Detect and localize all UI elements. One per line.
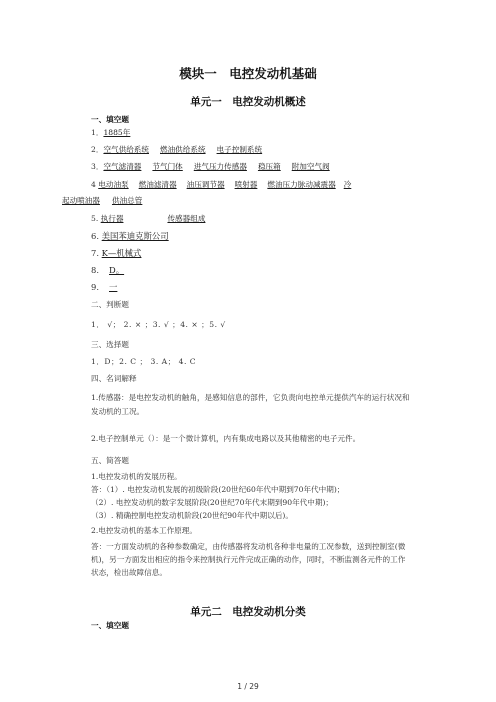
answer: 供油总管 bbox=[111, 196, 143, 205]
choice-heading: 三、选择题 bbox=[91, 340, 129, 349]
q-number: 1． bbox=[91, 128, 104, 137]
fill-q8 bbox=[91, 265, 134, 275]
answer: 燃油滤清器 bbox=[138, 180, 177, 189]
qa2-question: 2.电控发动机的基本工作原理。 bbox=[91, 526, 197, 535]
q-number: 5. bbox=[91, 214, 99, 223]
qa1-answer-line1: 答：（1）. 电控发动机发展的初级阶段(20世纪60年代中期到70年代中期)； bbox=[91, 485, 345, 494]
fill-q9 bbox=[91, 282, 117, 292]
answer: 一 bbox=[109, 282, 118, 292]
answer: 冷 bbox=[343, 180, 352, 189]
answer: 传感器组成 bbox=[167, 214, 206, 223]
unit1-title: 单元一 电控发动机概述 bbox=[190, 96, 306, 108]
q-number: 3． bbox=[91, 162, 104, 171]
fill-q4-cont bbox=[62, 196, 142, 206]
answer: 燃油压力脉动减震器 bbox=[267, 180, 336, 189]
answer: 1885年 bbox=[103, 128, 131, 137]
fill-q5 bbox=[91, 214, 205, 224]
answer: 电子控制系统 bbox=[216, 145, 263, 154]
answer: 空气滤清器 bbox=[103, 162, 142, 171]
answer: 附加空气阀 bbox=[291, 162, 330, 171]
fill-q1 bbox=[91, 128, 130, 138]
answer: 空气供给系统 bbox=[103, 145, 149, 154]
term-ecu: 2.电子控制单元（）：是一个微计算机，内有集成电路以及其他精密的电子元件。 bbox=[91, 434, 361, 443]
answer: 进气压力传感器 bbox=[193, 162, 247, 171]
fill-q2 bbox=[91, 145, 262, 155]
unit2-title: 单元二 电控发动机分类 bbox=[190, 606, 306, 618]
answer: 执行器 bbox=[100, 214, 124, 223]
choice-answers: 1．D；2. C ； 3. A； 4. C bbox=[91, 357, 197, 366]
answer: 喷射器 bbox=[234, 180, 258, 189]
answer: K—机械式 bbox=[101, 248, 142, 258]
unit2-fill-heading: 一、填空题 bbox=[91, 621, 129, 630]
qa1-question: 1.电控发动机的发展历程。 bbox=[91, 472, 182, 481]
judge-answers: 1． √； 2. × ；3. √ ；4. × ；5. √ bbox=[91, 320, 226, 329]
qa1-answer-line3: （3）. 精确控制电控发动机阶段(20世纪90年代中期以后)。 bbox=[91, 511, 293, 520]
q-number: 7. bbox=[91, 248, 99, 258]
qa2-answer: 答：一方面发动机的各种参数确定，由传感器将发动机各种非电量的工况参数，送到控制室(微机)，另一方面发出相应的指令来控制执行元件完成正确的动作，同时，不断监测各元件的工作状态，检出故障信息。 bbox=[91, 542, 406, 577]
q-number: 8. bbox=[91, 265, 99, 275]
answer: 起动喷油器 bbox=[62, 196, 100, 205]
answer: 燃油供给系统 bbox=[160, 145, 206, 154]
fill-q4 bbox=[91, 180, 351, 190]
qa1-answer-line2: （2）. 电控发动机的数字发展阶段(20世纪70年代末期到90年代中期)； bbox=[91, 498, 334, 507]
answer: 油压调节器 bbox=[186, 180, 225, 189]
q-number: 9. bbox=[91, 282, 99, 292]
judge-heading: 二、判断题 bbox=[91, 300, 129, 309]
module-title: 模块一 电控发动机基础 bbox=[179, 66, 317, 81]
answer: 美国苯迪克斯公司 bbox=[101, 231, 169, 241]
page-number: 1 / 29 bbox=[237, 682, 259, 691]
answer: D。 bbox=[109, 265, 125, 275]
terms-heading: 四、名词解释 bbox=[91, 374, 137, 383]
short-answer-heading: 五、简答题 bbox=[91, 456, 129, 465]
q-number: 4 bbox=[91, 180, 96, 189]
answer: 节气门体 bbox=[152, 162, 183, 171]
fill-q7 bbox=[91, 248, 141, 258]
fill-q6 bbox=[91, 231, 169, 241]
fill-q3 bbox=[91, 162, 330, 172]
answer: 电动油泵 bbox=[98, 180, 129, 189]
term-sensor: 1.传感器：是电控发动机的触角，是感知信息的部件，它负责向电控单元提供汽车的运行状况和发动机的工况。 bbox=[91, 393, 410, 416]
q-number: 6. bbox=[91, 231, 99, 241]
q-number: 2． bbox=[91, 145, 104, 154]
fill-blank-heading: 一、填空题 bbox=[91, 115, 129, 124]
answer: 稳压箱 bbox=[257, 162, 281, 171]
